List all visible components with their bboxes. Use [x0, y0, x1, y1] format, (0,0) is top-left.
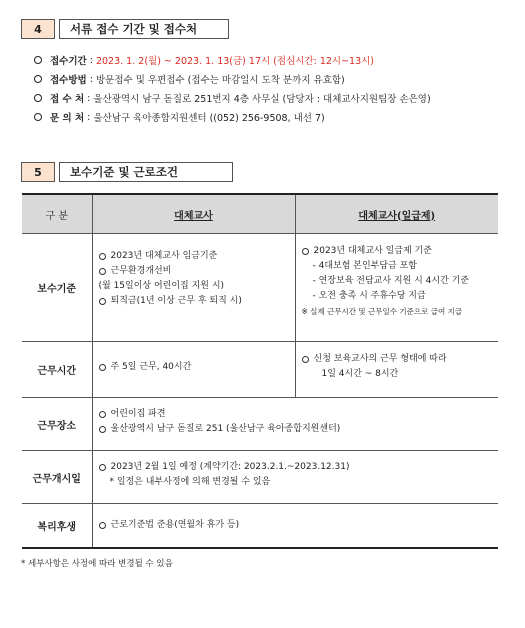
row-label-place: 근무장소 — [22, 398, 92, 451]
info-item-period — [34, 52, 374, 68]
info-separator: : — [86, 54, 96, 66]
info-separator: : — [86, 73, 96, 85]
header-substitute-daily — [295, 194, 498, 234]
section-5-header — [21, 162, 233, 182]
list-item — [99, 407, 499, 422]
circle-bullet-icon — [99, 364, 106, 371]
list-item — [99, 249, 295, 264]
row-label-hours: 근무시간 — [22, 342, 92, 398]
section-5-title: 보수기준 및 근로조건 — [59, 162, 233, 182]
circle-bullet-icon — [34, 56, 42, 64]
circle-bullet-icon — [34, 75, 42, 83]
section-4-number: 4 — [21, 19, 55, 39]
circle-bullet-icon — [99, 253, 106, 260]
table-row-start — [22, 451, 498, 504]
cell-pay-substitute — [92, 234, 295, 342]
circle-bullet-icon — [99, 411, 106, 418]
section-4-header — [21, 19, 229, 39]
pay-daily-text: 2023년 대체교사 일급제 기준 — [313, 246, 432, 256]
table-row-welfare — [22, 504, 498, 548]
circle-bullet-icon — [34, 113, 42, 121]
list-item — [302, 367, 499, 382]
list-item-note — [99, 475, 499, 490]
cell-place — [92, 398, 498, 451]
circle-bullet-icon — [302, 356, 309, 363]
place-text: 어린이집 파견 — [110, 409, 166, 419]
info-value-period: 2023. 1. 2(월) ~ 2023. 1. 13(금) 17시 (점심시간: 12시~13시) — [95, 56, 375, 67]
info-separator: : — [84, 92, 94, 104]
info-value-contact: 울산남구 육아종합지원센터 ((052) 256-9508, 내선 7) — [93, 113, 325, 124]
hours-text: 주 5일 근무, 40시간 — [110, 362, 192, 372]
list-item — [99, 518, 499, 533]
list-item — [302, 259, 499, 274]
conditions-table — [22, 193, 498, 549]
list-item — [99, 422, 499, 437]
row-label-start: 근무개시일 — [22, 451, 92, 504]
circle-bullet-icon — [99, 464, 106, 471]
row-label-pay: 보수기준 — [22, 234, 92, 342]
circle-bullet-icon — [34, 94, 42, 102]
pay-daily-note: ※ 실제 근무시간 및 근무일수 기준으로 급여 지급 — [301, 307, 463, 316]
info-label: 접수기간 — [50, 56, 87, 67]
pay-daily-text: - 오전 충족 시 주휴수당 지급 — [312, 291, 426, 301]
pay-text: 근무환경개선비 — [110, 266, 172, 276]
cell-start — [92, 451, 498, 504]
cell-hours-substitute — [92, 342, 295, 398]
info-label: 문 의 처 — [50, 113, 85, 124]
info-value-place: 울산광역시 남구 돋질로 251번지 4층 사무실 (담당자 : 대체교사지원팀장 손은영) — [93, 94, 431, 105]
circle-bullet-icon — [302, 248, 309, 255]
list-item — [99, 279, 295, 294]
list-item-note — [302, 304, 499, 319]
pay-daily-text: - 연장보육 전담교사 지원 시 4시간 기준 — [312, 276, 470, 286]
table-row-pay — [22, 234, 498, 342]
circle-bullet-icon — [99, 522, 106, 529]
welfare-text: 근로기준법 준용(연월차 휴가 등) — [110, 519, 240, 530]
cell-pay-daily — [295, 234, 498, 342]
header-substitute-label: 대체교사 — [174, 210, 213, 222]
start-note: * 일정은 내부사정에 의해 변경될 수 있음 — [109, 477, 271, 487]
circle-bullet-icon — [99, 268, 106, 275]
table-row-place — [22, 398, 498, 451]
pay-text: (월 15일이상 어린이집 지원 시) — [98, 281, 225, 291]
section-5-number: 5 — [21, 162, 55, 182]
info-label: 접 수 처 — [50, 94, 85, 105]
info-label: 접수방법 — [50, 75, 87, 86]
list-item — [99, 460, 499, 475]
footnote: * 세부사항은 사정에 따라 변경될 수 있음 — [21, 559, 173, 569]
pay-text: 2023년 대체교사 임금기준 — [110, 251, 218, 261]
pay-daily-text: - 4대보험 본인부담금 포함 — [312, 261, 417, 271]
circle-bullet-icon — [99, 426, 106, 433]
list-item — [302, 274, 499, 289]
table-row-hours — [22, 342, 498, 398]
info-value-method: 방문접수 및 우편접수 (접수는 마감일시 도착 분까지 유효함) — [95, 75, 345, 86]
section-4-title: 서류 접수 기간 및 접수처 — [59, 19, 229, 39]
place-text: 울산광역시 남구 돋질로 251 (울산남구 육아종합지원센터) — [110, 424, 341, 434]
cell-hours-daily — [295, 342, 498, 398]
list-item — [302, 352, 499, 367]
list-item — [99, 360, 295, 375]
header-substitute-daily-label: 대체교사(일급제) — [358, 210, 436, 222]
start-text: 2023년 2월 1일 예정 (계약기간: 2023.2.1.~2023.12.31) — [110, 462, 350, 472]
header-category: 구 분 — [22, 194, 92, 234]
header-substitute — [92, 194, 295, 234]
row-label-welfare: 복리후생 — [22, 504, 92, 548]
info-item-place — [34, 90, 431, 106]
list-item — [99, 264, 295, 279]
hours-daily-text: 1일 4시간 ~ 8시간 — [321, 369, 399, 379]
hours-daily-text: 신청 보육교사의 근무 형태에 따라 — [313, 354, 447, 364]
info-separator: : — [84, 111, 94, 123]
table-header-row — [22, 194, 498, 234]
list-item — [302, 289, 499, 304]
cell-welfare — [92, 504, 498, 548]
info-item-method — [34, 71, 345, 87]
info-item-contact — [34, 109, 325, 125]
list-item — [99, 294, 295, 309]
pay-text: 퇴직금(1년 이상 근무 후 퇴직 시) — [110, 296, 242, 306]
list-item — [302, 244, 499, 259]
circle-bullet-icon — [99, 298, 106, 305]
